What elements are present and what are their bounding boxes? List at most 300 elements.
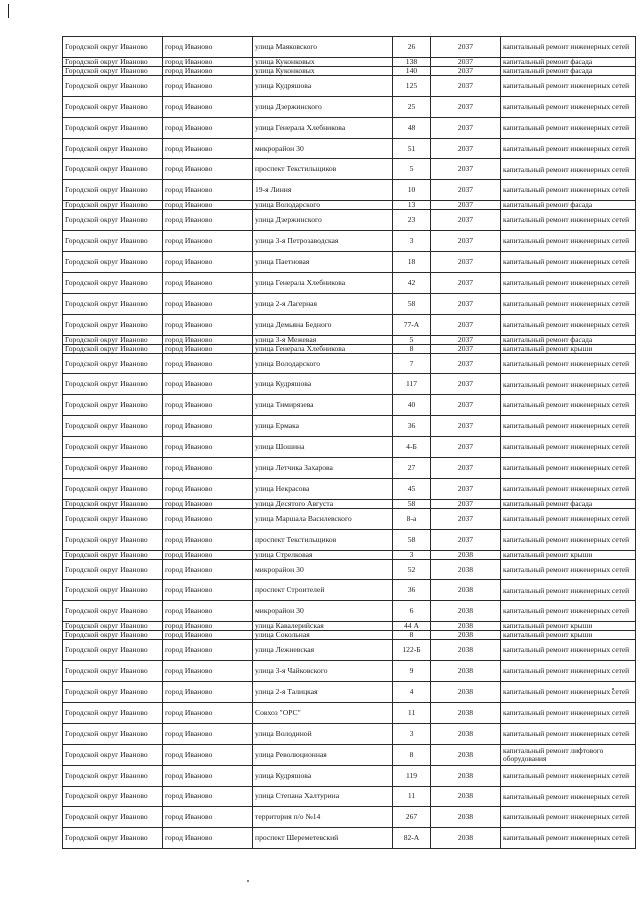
work-type-cell: капитальный ремонт фасада bbox=[501, 201, 636, 210]
municipal-district-cell: Городской округ Иваново bbox=[63, 231, 163, 252]
table-row bbox=[63, 37, 636, 58]
year-cell: 2038 bbox=[431, 786, 501, 807]
house-number-cell: 138 bbox=[393, 57, 431, 66]
settlement-cell: город Иваново bbox=[163, 117, 253, 138]
house-number-cell: 7 bbox=[393, 353, 431, 374]
work-type-cell: капитальный ремонт инженерных сетей bbox=[501, 508, 636, 529]
street-cell: улица Демьяна Бедного bbox=[253, 314, 393, 335]
house-number-cell: 45 bbox=[393, 478, 431, 499]
settlement-cell: город Иваново bbox=[163, 640, 253, 661]
year-cell: 2038 bbox=[431, 765, 501, 786]
house-number-cell: 122-Б bbox=[393, 640, 431, 661]
street-cell: улица Кудряшова bbox=[253, 765, 393, 786]
work-type-cell: капитальный ремонт инженерных сетей bbox=[501, 75, 636, 96]
street-cell: улица Дзержинского bbox=[253, 210, 393, 231]
work-type-cell: капитальный ремонт инженерных сетей bbox=[501, 231, 636, 252]
table-row bbox=[63, 765, 636, 786]
municipal-district-cell: Городской округ Иваново bbox=[63, 786, 163, 807]
municipal-district-cell: Городской округ Иваново bbox=[63, 210, 163, 231]
work-type-cell: капитальный ремонт инженерных сетей bbox=[501, 529, 636, 550]
municipal-district-cell: Городской округ Иваново bbox=[63, 437, 163, 458]
work-type-cell: капитальный ремонт инженерных сетей bbox=[501, 210, 636, 231]
year-cell: 2037 bbox=[431, 201, 501, 210]
year-cell: 2037 bbox=[431, 529, 501, 550]
settlement-cell: город Иваново bbox=[163, 622, 253, 631]
municipal-district-cell: Городской округ Иваново bbox=[63, 344, 163, 353]
municipal-district-cell: Городской округ Иваново bbox=[63, 508, 163, 529]
house-number-cell: 25 bbox=[393, 96, 431, 117]
street-cell: 19-я Линия bbox=[253, 180, 393, 201]
work-type-cell: капитальный ремонт инженерных сетей bbox=[501, 786, 636, 807]
house-number-cell: 4-Б bbox=[393, 437, 431, 458]
street-cell: территория п/о №14 bbox=[253, 807, 393, 828]
municipal-district-cell: Городской округ Иваново bbox=[63, 499, 163, 508]
year-cell: 2037 bbox=[431, 210, 501, 231]
settlement-cell: город Иваново bbox=[163, 458, 253, 479]
settlement-cell: город Иваново bbox=[163, 395, 253, 416]
municipal-district-cell: Городской округ Иваново bbox=[63, 159, 163, 180]
table-row bbox=[63, 117, 636, 138]
street-cell: улица Куконковых bbox=[253, 57, 393, 66]
house-number-cell: 117 bbox=[393, 374, 431, 395]
street-cell: улица Генерала Хлебникова bbox=[253, 272, 393, 293]
house-number-cell: 52 bbox=[393, 559, 431, 580]
house-number-cell: 58 bbox=[393, 293, 431, 314]
table-row bbox=[63, 559, 636, 580]
year-cell: 2037 bbox=[431, 374, 501, 395]
year-cell: 2037 bbox=[431, 75, 501, 96]
street-cell: Совхоз "ОРС" bbox=[253, 702, 393, 723]
settlement-cell: город Иваново bbox=[163, 231, 253, 252]
year-cell: 2037 bbox=[431, 57, 501, 66]
house-number-cell: 5 bbox=[393, 335, 431, 344]
settlement-cell: город Иваново bbox=[163, 478, 253, 499]
street-cell: улица Революционная bbox=[253, 744, 393, 765]
street-cell: микрорайон 30 bbox=[253, 138, 393, 159]
street-cell: улица Ермака bbox=[253, 416, 393, 437]
street-cell: проспект Текстильщиков bbox=[253, 159, 393, 180]
table-row bbox=[63, 580, 636, 601]
table-row bbox=[63, 252, 636, 273]
work-type-cell: капитальный ремонт инженерных сетей bbox=[501, 702, 636, 723]
house-number-cell: 26 bbox=[393, 37, 431, 58]
work-type-cell: капитальный ремонт инженерных сетей bbox=[501, 37, 636, 58]
house-number-cell: 8-а bbox=[393, 508, 431, 529]
street-cell: улица 3-я Чайковского bbox=[253, 661, 393, 682]
street-cell: микрорайон 30 bbox=[253, 601, 393, 622]
house-number-cell: 44 А bbox=[393, 622, 431, 631]
table-row bbox=[63, 374, 636, 395]
work-type-cell: капитальный ремонт инженерных сетей bbox=[501, 293, 636, 314]
street-cell: микрорайон 30 bbox=[253, 559, 393, 580]
municipal-district-cell: Городской округ Иваново bbox=[63, 416, 163, 437]
table-row bbox=[63, 96, 636, 117]
work-type-cell: капитальный ремонт инженерных сетей bbox=[501, 353, 636, 374]
settlement-cell: город Иваново bbox=[163, 201, 253, 210]
year-cell: 2038 bbox=[431, 702, 501, 723]
settlement-cell: город Иваново bbox=[163, 57, 253, 66]
year-cell: 2038 bbox=[431, 559, 501, 580]
settlement-cell: город Иваново bbox=[163, 508, 253, 529]
work-type-cell: капитальный ремонт инженерных сетей bbox=[501, 437, 636, 458]
settlement-cell: город Иваново bbox=[163, 828, 253, 849]
work-type-cell: капитальный ремонт инженерных сетей bbox=[501, 314, 636, 335]
year-cell: 2037 bbox=[431, 478, 501, 499]
settlement-cell: город Иваново bbox=[163, 353, 253, 374]
house-number-cell: 58 bbox=[393, 529, 431, 550]
table-row bbox=[63, 159, 636, 180]
work-type-cell: капитальный ремонт крыши bbox=[501, 622, 636, 631]
municipal-district-cell: Городской округ Иваново bbox=[63, 37, 163, 58]
work-type-cell: капитальный ремонт инженерных сетей bbox=[501, 96, 636, 117]
year-cell: 2038 bbox=[431, 807, 501, 828]
settlement-cell: город Иваново bbox=[163, 293, 253, 314]
house-number-cell: 23 bbox=[393, 210, 431, 231]
year-cell: 2037 bbox=[431, 231, 501, 252]
settlement-cell: город Иваново bbox=[163, 702, 253, 723]
settlement-cell: город Иваново bbox=[163, 37, 253, 58]
settlement-cell: город Иваново bbox=[163, 499, 253, 508]
municipal-district-cell: Городской округ Иваново bbox=[63, 807, 163, 828]
street-cell: улица Летчика Захарова bbox=[253, 458, 393, 479]
municipal-district-cell: Городской округ Иваново bbox=[63, 828, 163, 849]
table-row bbox=[63, 353, 636, 374]
table-row bbox=[63, 314, 636, 335]
year-cell: 2038 bbox=[431, 550, 501, 559]
municipal-district-cell: Городской округ Иваново bbox=[63, 702, 163, 723]
house-number-cell: 82-А bbox=[393, 828, 431, 849]
year-cell: 2038 bbox=[431, 601, 501, 622]
work-type-cell: капитальный ремонт инженерных сетей bbox=[501, 723, 636, 744]
settlement-cell: город Иваново bbox=[163, 344, 253, 353]
settlement-cell: город Иваново bbox=[163, 550, 253, 559]
year-cell: 2038 bbox=[431, 622, 501, 631]
year-cell: 2037 bbox=[431, 416, 501, 437]
street-cell: улица Стрелковая bbox=[253, 550, 393, 559]
work-type-cell: капитальный ремонт инженерных сетей bbox=[501, 580, 636, 601]
settlement-cell: город Иваново bbox=[163, 786, 253, 807]
house-number-cell: 8 bbox=[393, 631, 431, 640]
street-cell: улица Кавалерийская bbox=[253, 622, 393, 631]
work-type-cell: капитальный ремонт крыши bbox=[501, 344, 636, 353]
house-number-cell: 3 bbox=[393, 550, 431, 559]
municipal-district-cell: Городской округ Иваново bbox=[63, 580, 163, 601]
street-cell: проспект Шереметевский bbox=[253, 828, 393, 849]
table-row bbox=[63, 458, 636, 479]
municipal-district-cell: Городской округ Иваново bbox=[63, 353, 163, 374]
street-cell: улица Володарского bbox=[253, 353, 393, 374]
settlement-cell: город Иваново bbox=[163, 559, 253, 580]
municipal-district-cell: Городской округ Иваново bbox=[63, 661, 163, 682]
house-number-cell: 18 bbox=[393, 252, 431, 273]
settlement-cell: город Иваново bbox=[163, 682, 253, 703]
street-cell: улица Десятого Августа bbox=[253, 499, 393, 508]
municipal-district-cell: Городской округ Иваново bbox=[63, 622, 163, 631]
work-type-cell: капитальный ремонт инженерных сетей bbox=[501, 807, 636, 828]
table-row bbox=[63, 550, 636, 559]
house-number-cell: 4 bbox=[393, 682, 431, 703]
house-number-cell: 3 bbox=[393, 231, 431, 252]
settlement-cell: город Иваново bbox=[163, 96, 253, 117]
municipal-district-cell: Городской округ Иваново bbox=[63, 559, 163, 580]
table-row bbox=[63, 293, 636, 314]
settlement-cell: город Иваново bbox=[163, 75, 253, 96]
work-type-cell: капитальный ремонт инженерных сетей bbox=[501, 416, 636, 437]
scan-speck bbox=[247, 880, 249, 882]
house-number-cell: 9 bbox=[393, 661, 431, 682]
street-cell: улица Генерала Хлебникова bbox=[253, 344, 393, 353]
house-number-cell: 51 bbox=[393, 138, 431, 159]
municipal-district-cell: Городской округ Иваново bbox=[63, 201, 163, 210]
municipal-district-cell: Городской округ Иваново bbox=[63, 272, 163, 293]
year-cell: 2037 bbox=[431, 458, 501, 479]
municipal-district-cell: Городской округ Иваново bbox=[63, 180, 163, 201]
house-number-cell: 6 bbox=[393, 601, 431, 622]
table-row bbox=[63, 828, 636, 849]
table-row bbox=[63, 210, 636, 231]
year-cell: 2038 bbox=[431, 661, 501, 682]
street-cell: улица Некрасова bbox=[253, 478, 393, 499]
municipal-district-cell: Городской округ Иваново bbox=[63, 765, 163, 786]
work-type-cell: капитальный ремонт инженерных сетей bbox=[501, 682, 636, 703]
municipal-district-cell: Городской округ Иваново bbox=[63, 458, 163, 479]
street-cell: улица Лежневская bbox=[253, 640, 393, 661]
street-cell: улица 2-я Талицкая bbox=[253, 682, 393, 703]
work-type-cell: капитальный ремонт инженерных сетей bbox=[501, 180, 636, 201]
table-row bbox=[63, 395, 636, 416]
municipal-district-cell: Городской округ Иваново bbox=[63, 57, 163, 66]
table-row bbox=[63, 529, 636, 550]
settlement-cell: город Иваново bbox=[163, 580, 253, 601]
municipal-district-cell: Городской округ Иваново bbox=[63, 96, 163, 117]
municipal-district-cell: Городской округ Иваново bbox=[63, 601, 163, 622]
settlement-cell: город Иваново bbox=[163, 723, 253, 744]
table-row bbox=[63, 601, 636, 622]
table-row bbox=[63, 66, 636, 75]
work-type-cell: капитальный ремонт крыши bbox=[501, 550, 636, 559]
year-cell: 2038 bbox=[431, 828, 501, 849]
year-cell: 2037 bbox=[431, 272, 501, 293]
street-cell: улица Сокольная bbox=[253, 631, 393, 640]
house-number-cell: 8 bbox=[393, 344, 431, 353]
municipal-district-cell: Городской округ Иваново bbox=[63, 138, 163, 159]
house-number-cell: 40 bbox=[393, 395, 431, 416]
street-cell: улица 3-я Петрозаводская bbox=[253, 231, 393, 252]
year-cell: 2037 bbox=[431, 252, 501, 273]
municipal-district-cell: Городской округ Иваново bbox=[63, 631, 163, 640]
year-cell: 2037 bbox=[431, 117, 501, 138]
year-cell: 2038 bbox=[431, 682, 501, 703]
table-row bbox=[63, 272, 636, 293]
work-type-cell: капитальный ремонт инженерных сетей bbox=[501, 559, 636, 580]
year-cell: 2037 bbox=[431, 180, 501, 201]
settlement-cell: город Иваново bbox=[163, 765, 253, 786]
work-type-cell: капитальный ремонт фасада bbox=[501, 335, 636, 344]
year-cell: 2037 bbox=[431, 293, 501, 314]
municipal-district-cell: Городской округ Иваново bbox=[63, 550, 163, 559]
table-row bbox=[63, 661, 636, 682]
table-row bbox=[63, 631, 636, 640]
table-row bbox=[63, 180, 636, 201]
year-cell: 2037 bbox=[431, 499, 501, 508]
street-cell: улица Маршала Василевского bbox=[253, 508, 393, 529]
house-number-cell: 10 bbox=[393, 180, 431, 201]
work-type-cell: капитальный ремонт инженерных сетей bbox=[501, 272, 636, 293]
house-number-cell: 125 bbox=[393, 75, 431, 96]
house-number-cell: 77-А bbox=[393, 314, 431, 335]
table-row bbox=[63, 807, 636, 828]
year-cell: 2038 bbox=[431, 723, 501, 744]
house-number-cell: 5 bbox=[393, 159, 431, 180]
work-type-cell: капитальный ремонт инженерных сетей bbox=[501, 765, 636, 786]
table-row bbox=[63, 744, 636, 765]
house-number-cell: 11 bbox=[393, 702, 431, 723]
year-cell: 2037 bbox=[431, 395, 501, 416]
works-table-body bbox=[63, 37, 636, 849]
house-number-cell: 58 bbox=[393, 499, 431, 508]
municipal-district-cell: Городской округ Иваново bbox=[63, 293, 163, 314]
work-type-cell: капитальный ремонт лифтового оборудования bbox=[501, 744, 636, 765]
work-type-cell: капитальный ремонт инженерных сетей bbox=[501, 138, 636, 159]
house-number-cell: 36 bbox=[393, 416, 431, 437]
municipal-district-cell: Городской округ Иваново bbox=[63, 682, 163, 703]
house-number-cell: 42 bbox=[393, 272, 431, 293]
municipal-district-cell: Городской округ Иваново bbox=[63, 744, 163, 765]
year-cell: 2037 bbox=[431, 344, 501, 353]
settlement-cell: город Иваново bbox=[163, 529, 253, 550]
year-cell: 2037 bbox=[431, 314, 501, 335]
work-type-cell: капитальный ремонт инженерных сетей bbox=[501, 159, 636, 180]
table-row bbox=[63, 499, 636, 508]
municipal-district-cell: Городской округ Иваново bbox=[63, 723, 163, 744]
street-cell: улица Генерала Хлебникова bbox=[253, 117, 393, 138]
street-cell: улица Володарского bbox=[253, 201, 393, 210]
settlement-cell: город Иваново bbox=[163, 138, 253, 159]
year-cell: 2038 bbox=[431, 744, 501, 765]
street-cell: улица Володиной bbox=[253, 723, 393, 744]
table-row bbox=[63, 75, 636, 96]
works-table bbox=[62, 36, 636, 849]
year-cell: 2038 bbox=[431, 631, 501, 640]
house-number-cell: 140 bbox=[393, 66, 431, 75]
settlement-cell: город Иваново bbox=[163, 374, 253, 395]
municipal-district-cell: Городской округ Иваново bbox=[63, 75, 163, 96]
settlement-cell: город Иваново bbox=[163, 661, 253, 682]
settlement-cell: город Иваново bbox=[163, 416, 253, 437]
street-cell: улица Тимирязева bbox=[253, 395, 393, 416]
house-number-cell: 3 bbox=[393, 723, 431, 744]
house-number-cell: 267 bbox=[393, 807, 431, 828]
street-cell: улица 3-я Межевая bbox=[253, 335, 393, 344]
year-cell: 2037 bbox=[431, 37, 501, 58]
municipal-district-cell: Городской округ Иваново bbox=[63, 117, 163, 138]
year-cell: 2037 bbox=[431, 353, 501, 374]
settlement-cell: город Иваново bbox=[163, 159, 253, 180]
settlement-cell: город Иваново bbox=[163, 601, 253, 622]
table-row bbox=[63, 622, 636, 631]
street-cell: улица Маяковского bbox=[253, 37, 393, 58]
house-number-cell: 13 bbox=[393, 201, 431, 210]
work-type-cell: капитальный ремонт инженерных сетей bbox=[501, 601, 636, 622]
year-cell: 2037 bbox=[431, 508, 501, 529]
municipal-district-cell: Городской округ Иваново bbox=[63, 395, 163, 416]
street-cell: улица Куконковых bbox=[253, 66, 393, 75]
settlement-cell: город Иваново bbox=[163, 210, 253, 231]
street-cell: улица Паетновая bbox=[253, 252, 393, 273]
table-row bbox=[63, 786, 636, 807]
settlement-cell: город Иваново bbox=[163, 631, 253, 640]
year-cell: 2038 bbox=[431, 580, 501, 601]
settlement-cell: город Иваново bbox=[163, 66, 253, 75]
work-type-cell: капитальный ремонт фасада bbox=[501, 499, 636, 508]
street-cell: улица Дзержинского bbox=[253, 96, 393, 117]
table-row bbox=[63, 437, 636, 458]
settlement-cell: город Иваново bbox=[163, 272, 253, 293]
table-row bbox=[63, 702, 636, 723]
work-type-cell: капитальный ремонт инженерных сетей bbox=[501, 374, 636, 395]
table-row bbox=[63, 344, 636, 353]
settlement-cell: город Иваново bbox=[163, 335, 253, 344]
street-cell: улица Кудряшова bbox=[253, 75, 393, 96]
settlement-cell: город Иваново bbox=[163, 180, 253, 201]
street-cell: улица Шошина bbox=[253, 437, 393, 458]
year-cell: 2037 bbox=[431, 138, 501, 159]
municipal-district-cell: Городской округ Иваново bbox=[63, 252, 163, 273]
settlement-cell: город Иваново bbox=[163, 744, 253, 765]
street-cell: улица 2-я Лагерная bbox=[253, 293, 393, 314]
table-row bbox=[63, 416, 636, 437]
house-number-cell: 27 bbox=[393, 458, 431, 479]
scan-corner-mark bbox=[8, 4, 9, 18]
work-type-cell: капитальный ремонт инженерных сетей bbox=[501, 828, 636, 849]
work-type-cell: капитальный ремонт инженерных сетей bbox=[501, 640, 636, 661]
table-row bbox=[63, 231, 636, 252]
year-cell: 2037 bbox=[431, 437, 501, 458]
work-type-cell: капитальный ремонт инженерных сетей bbox=[501, 661, 636, 682]
municipal-district-cell: Городской округ Иваново bbox=[63, 478, 163, 499]
work-type-cell: капитальный ремонт фасада bbox=[501, 66, 636, 75]
house-number-cell: 119 bbox=[393, 765, 431, 786]
street-cell: проспект Строителей bbox=[253, 580, 393, 601]
work-type-cell: капитальный ремонт крыши bbox=[501, 631, 636, 640]
year-cell: 2037 bbox=[431, 66, 501, 75]
house-number-cell: 36 bbox=[393, 580, 431, 601]
settlement-cell: город Иваново bbox=[163, 437, 253, 458]
municipal-district-cell: Городской округ Иваново bbox=[63, 314, 163, 335]
work-type-cell: капитальный ремонт инженерных сетей bbox=[501, 478, 636, 499]
municipal-district-cell: Городской округ Иваново bbox=[63, 66, 163, 75]
municipal-district-cell: Городской округ Иваново bbox=[63, 335, 163, 344]
table-row bbox=[63, 478, 636, 499]
house-number-cell: 11 bbox=[393, 786, 431, 807]
table-row bbox=[63, 138, 636, 159]
work-type-cell: капитальный ремонт инженерных сетей bbox=[501, 395, 636, 416]
municipal-district-cell: Городской округ Иваново bbox=[63, 374, 163, 395]
table-row bbox=[63, 508, 636, 529]
table-row bbox=[63, 57, 636, 66]
municipal-district-cell: Городской округ Иваново bbox=[63, 529, 163, 550]
work-type-cell: капитальный ремонт фасада bbox=[501, 57, 636, 66]
settlement-cell: город Иваново bbox=[163, 252, 253, 273]
table-row bbox=[63, 682, 636, 703]
settlement-cell: город Иваново bbox=[163, 807, 253, 828]
street-cell: проспект Текстильщиков bbox=[253, 529, 393, 550]
table-row bbox=[63, 723, 636, 744]
year-cell: 2037 bbox=[431, 335, 501, 344]
municipal-district-cell: Городской округ Иваново bbox=[63, 640, 163, 661]
work-type-cell: капитальный ремонт инженерных сетей bbox=[501, 458, 636, 479]
work-type-cell: капитальный ремонт инженерных сетей bbox=[501, 117, 636, 138]
